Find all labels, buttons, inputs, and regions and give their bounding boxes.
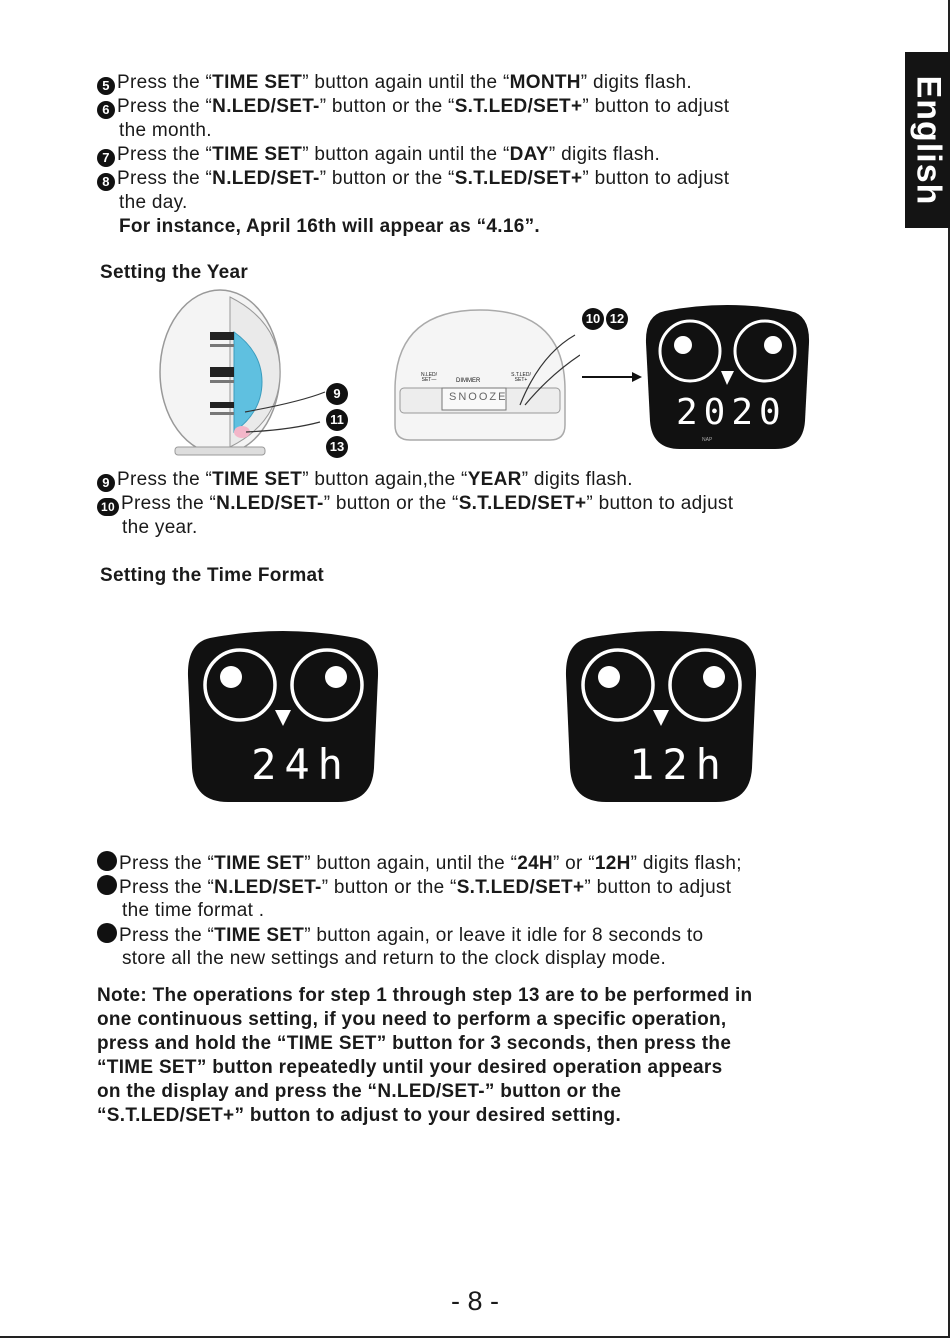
step-7: 7 Press the “TIME SET” button again until the “DAY” digits flash.	[97, 143, 660, 167]
language-tab	[905, 52, 950, 228]
step-9: 9 Press the “TIME SET” button again,the “YEAR” digits flash.	[97, 468, 633, 492]
format-step-2-continued: the time format .	[122, 900, 265, 921]
display-nap-label: NAP	[702, 437, 713, 443]
format-step-3-continued: store all the new settings and return to the clock display mode.	[122, 948, 667, 969]
year-display-digits: 2020	[676, 392, 787, 433]
step-number: 5	[97, 77, 115, 95]
step-5: 5 Press the “TIME SET” button again until the “MONTH” digits flash.	[97, 71, 692, 95]
clock-front-view-illustration	[380, 295, 580, 450]
front-label-n-led: N.LED/ SET—	[420, 372, 438, 383]
step-8: 8 Press the “N.LED/SET-” button or the “S.T.LED/SET+” button to adjust	[97, 167, 729, 191]
format-24h-digits: 24h	[251, 740, 351, 789]
callout-11: 11	[326, 409, 348, 431]
step-6: 6 Press the “N.LED/SET-” button or the “S.T.LED/SET+” button to adjust	[97, 95, 729, 119]
year-section-heading: Setting the Year	[100, 262, 249, 283]
front-label-snooze: SNOOZE	[449, 391, 508, 403]
format-step-3: Press the “TIME SET” button again, or leave it idle for 8 seconds to	[97, 923, 703, 948]
step-number: 10	[97, 498, 119, 516]
step-number: 7	[97, 149, 115, 167]
format-12h-digits: 12h	[629, 740, 729, 789]
note-line: Note: The operations for step 1 through step 13 are to be performed in	[97, 985, 753, 1006]
language-label: English	[909, 75, 948, 205]
format-step-1: Press the “TIME SET” button again, until the “24H” or “12H” digits flash;	[97, 851, 742, 876]
note-paragraph	[97, 984, 877, 1128]
front-label-dimmer: DIMMER	[456, 378, 481, 384]
step-6-continued: the month.	[119, 120, 212, 141]
note-line: “S.T.LED/SET+” button to adjust to your desired setting.	[97, 1105, 622, 1126]
callout-13: 13	[326, 436, 348, 458]
note-line: press and hold the “TIME SET” button for 3 seconds, then press the	[97, 1033, 732, 1054]
note-line: one continuous setting, if you need to perform a specific operation,	[97, 1009, 727, 1030]
front-label-st-led: S.T.LED/ SET+	[511, 372, 531, 383]
callout-12: 12	[606, 308, 628, 330]
step-8-continued: the day.	[119, 192, 188, 213]
step-bullet	[97, 851, 117, 871]
callout-9: 9	[326, 383, 348, 405]
note-line: “TIME SET” button repeatedly until your desired operation appears	[97, 1057, 723, 1078]
arrow-right-icon	[582, 370, 642, 384]
step-bullet	[97, 875, 117, 895]
step-10: 10 Press the “N.LED/SET-” button or the “S.T.LED/SET+” button to adjust	[97, 492, 733, 516]
format-step-2: Press the “N.LED/SET-” button or the “S.T.LED/SET+” button to adjust	[97, 875, 731, 900]
step-10-continued: the year.	[122, 517, 198, 538]
format-section-heading: Setting the Time Format	[100, 565, 325, 586]
step-bullet	[97, 923, 117, 943]
instance-example: For instance, April 16th will appear as “4.16”.	[119, 216, 540, 237]
step-number: 6	[97, 101, 115, 119]
step-number: 8	[97, 173, 115, 191]
note-line: on the display and press the “N.LED/SET-” button or the	[97, 1081, 622, 1102]
step-number: 9	[97, 474, 115, 492]
callout-10: 10	[582, 308, 604, 330]
page-number: - 8 -	[450, 1286, 499, 1316]
